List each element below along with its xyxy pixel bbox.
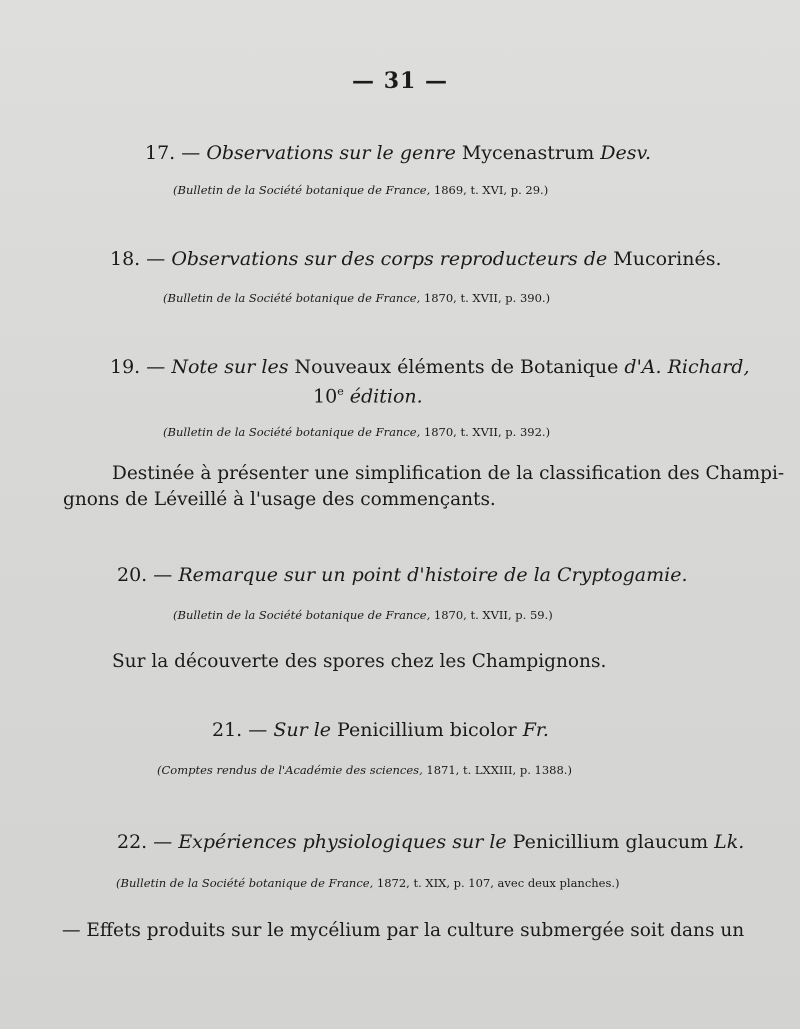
entry-title-italic-end: Desv. bbox=[600, 142, 652, 164]
entry-dash: — bbox=[147, 564, 179, 586]
citation-source: (Bulletin de la Société botanique de France, bbox=[116, 876, 374, 890]
edition-label: édition. bbox=[343, 385, 423, 408]
entry-title-italic: Note sur les bbox=[171, 356, 289, 378]
entry-dash: — bbox=[242, 719, 274, 741]
citation-reference: 1870, t. XVII, p. 59.) bbox=[430, 608, 553, 622]
entry-dash: — bbox=[140, 248, 172, 270]
entry-20-citation bbox=[173, 608, 553, 622]
entry-number: 18. bbox=[110, 248, 141, 270]
entry-title-italic: Expériences physiologiques sur le bbox=[178, 831, 507, 853]
entry-title-roman: Mucorinés. bbox=[607, 248, 722, 270]
entry-22-citation bbox=[116, 876, 620, 890]
entry-title-roman: Nouveaux éléments de Botanique bbox=[288, 356, 625, 378]
citation-source: (Bulletin de la Société botanique de France, bbox=[173, 183, 431, 197]
entry-number: 21. bbox=[212, 719, 243, 741]
entry-title-italic-end: Lk. bbox=[714, 831, 745, 853]
entry-title-italic: Remarque sur un point d'histoire de la Cryptogamie. bbox=[178, 564, 688, 586]
entry-22-title bbox=[117, 831, 744, 853]
citation-source: (Bulletin de la Société botanique de France, bbox=[173, 608, 431, 622]
entry-title-italic-end: d'A. Richard, bbox=[624, 356, 750, 378]
edition-superscript: e bbox=[337, 385, 344, 398]
entry-18-citation bbox=[163, 291, 550, 305]
entry-20-title bbox=[117, 564, 688, 586]
entry-dash: — bbox=[175, 142, 207, 164]
entry-18-title bbox=[110, 248, 722, 270]
entry-dash: — bbox=[140, 356, 172, 378]
entry-title-roman: Penicillium glaucum bbox=[506, 831, 715, 853]
entry-title-italic: Observations sur le genre bbox=[206, 142, 456, 164]
citation-reference: 1870, t. XVII, p. 392.) bbox=[420, 425, 551, 439]
entry-21-title bbox=[212, 719, 549, 741]
entry-number: 22. bbox=[117, 831, 148, 853]
entry-20-description-line1: Sur la découverte des spores chez les Champignons. bbox=[112, 651, 607, 672]
citation-source: (Comptes rendus de l'Académie des sciences, bbox=[157, 763, 423, 777]
entry-title-italic-end: Fr. bbox=[522, 719, 549, 741]
entry-number: 17. bbox=[145, 142, 176, 164]
citation-source: (Bulletin de la Société botanique de France, bbox=[163, 425, 421, 439]
entry-number: 19. bbox=[110, 356, 141, 378]
edition-number: 10 bbox=[313, 385, 338, 408]
entry-19-title bbox=[110, 356, 749, 378]
citation-reference: 1871, t. LXXIII, p. 1388.) bbox=[422, 763, 572, 777]
entry-title-italic: Observations sur des corps reproducteurs de bbox=[171, 248, 608, 270]
entry-title-roman: Mycenastrum bbox=[455, 142, 601, 164]
citation-reference: 1870, t. XVII, p. 390.) bbox=[420, 291, 551, 305]
entry-22-description-line1: — Effets produits sur le mycélium par la culture submergée soit dans un bbox=[62, 920, 745, 941]
entry-title-roman: Penicillium bicolor bbox=[331, 719, 523, 741]
entry-dash: — bbox=[147, 831, 179, 853]
entry-17-citation bbox=[173, 183, 548, 197]
citation-reference: 1869, t. XVI, p. 29.) bbox=[430, 183, 549, 197]
entry-17-title bbox=[145, 142, 651, 164]
entry-21-citation bbox=[157, 763, 572, 777]
entry-19-citation bbox=[163, 425, 550, 439]
entry-19-description-line1: Destinée à présenter une simplification de la classification des Champi- bbox=[112, 463, 785, 484]
citation-reference: 1872, t. XIX, p. 107, avec deux planches.) bbox=[373, 876, 620, 890]
entry-19-description-line2: gnons de Léveillé à l'usage des commençants. bbox=[63, 489, 496, 510]
page-number: — 31 — bbox=[352, 68, 448, 94]
entry-title-italic: Sur le bbox=[273, 719, 332, 741]
citation-source: (Bulletin de la Société botanique de France, bbox=[163, 291, 421, 305]
entry-19-title-line2 bbox=[313, 385, 423, 407]
entry-number: 20. bbox=[117, 564, 148, 586]
